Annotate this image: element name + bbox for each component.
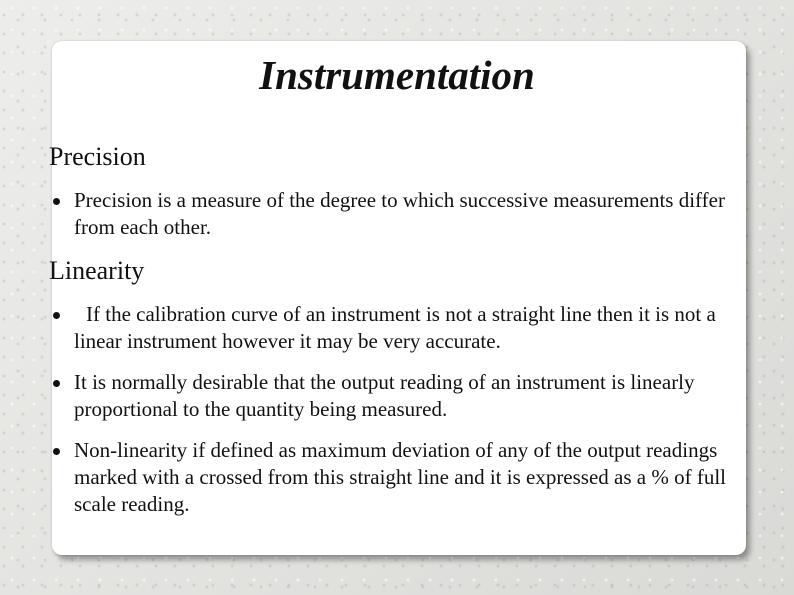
bullet-text: If the calibration curve of an instrument is not a straight line then it is not a linear instrument however it may be very accurate. bbox=[74, 302, 716, 353]
bullet-icon bbox=[53, 380, 60, 387]
list-item bbox=[49, 301, 759, 355]
section-heading-linearity: Linearity bbox=[49, 256, 145, 285]
bullet-icon bbox=[53, 312, 60, 319]
precision-bullet-list bbox=[49, 187, 759, 241]
bullet-text: Precision is a measure of the degree to which successive measurements differ from each other. bbox=[74, 188, 725, 239]
section-heading-precision: Precision bbox=[49, 142, 146, 171]
list-item bbox=[49, 437, 759, 518]
bullet-text: Non-linearity if defined as maximum deviation of any of the output readings marked with a crossed from this straight line and it is expressed as a % of full scale reading. bbox=[74, 438, 727, 516]
linearity-bullet-list bbox=[49, 301, 759, 518]
bullet-icon bbox=[53, 448, 60, 455]
bullet-text: It is normally desirable that the output reading of an instrument is linearly proportional to the quantity being measured. bbox=[74, 370, 695, 421]
list-item bbox=[49, 187, 759, 241]
slide-title: Instrumentation bbox=[259, 52, 535, 98]
bullet-icon bbox=[53, 198, 60, 205]
list-item bbox=[49, 369, 759, 423]
